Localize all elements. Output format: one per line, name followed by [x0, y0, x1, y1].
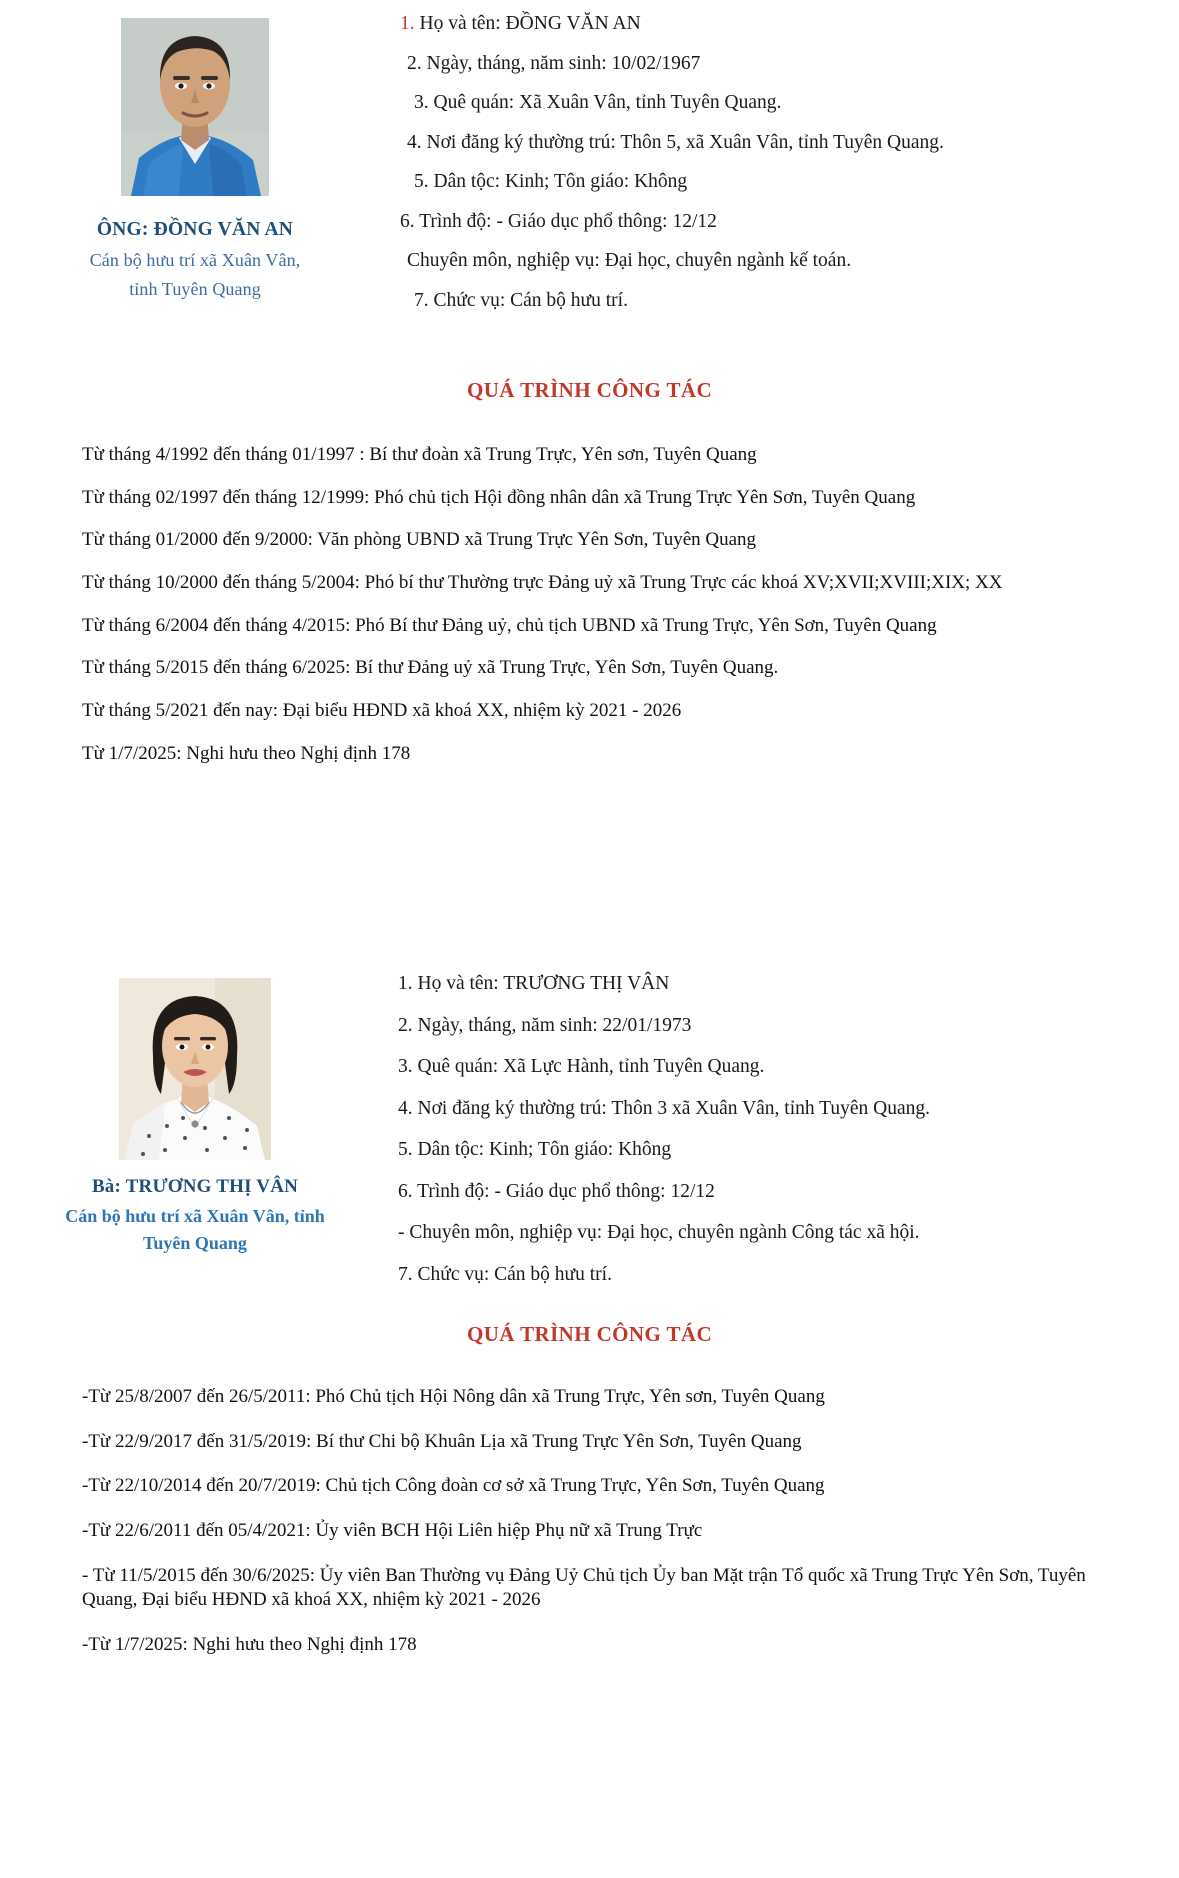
- career-line: -Từ 1/7/2025: Nghi hưu theo Nghị định 178: [82, 1634, 417, 1656]
- career-history-list-1: [0, 443, 1179, 767]
- caption-subtitle-line1: Cán bộ hưu trí xã Xuân Vân,: [89, 249, 301, 270]
- profile-header-row: [0, 960, 1179, 1306]
- info-text: Chuyên môn, nghiệp vụ: Đại học, chuyên ngành kế toán.: [407, 250, 852, 271]
- info-text: Dân tộc: Kinh; Tôn giáo: Không: [428, 171, 688, 192]
- caption-name: Bà: TRƯƠNG THỊ VÂN: [91, 1176, 299, 1197]
- info-text: Trình độ: - Giáo dục phổ thông: 12/12: [412, 1180, 715, 1202]
- photo-caption-1: [30, 214, 360, 304]
- info-number: 1.: [400, 13, 415, 34]
- career-line: Từ tháng 02/1997 đến tháng 12/1999: Phó chủ tịch Hội đồng nhân dân xã Trung Trực Yên Sơn, Tuyên Quang: [82, 486, 916, 508]
- caption-subtitle-line1: Cán bộ hưu trí xã Xuân Vân, tỉnh: [65, 1205, 325, 1226]
- info-number: 2.: [407, 52, 422, 74]
- info-line: [390, 1140, 1179, 1160]
- info-text: Chức vụ: Cán bộ hưu trí.: [428, 289, 628, 311]
- info-text: Họ và tên: TRƯƠNG THỊ VÂN: [412, 973, 670, 994]
- info-line: [390, 1057, 1179, 1077]
- portrait-illustration-woman: [119, 978, 271, 1160]
- info-text: - Chuyên môn, nghiệp vụ: Đại học, chuyên ngành Công tác xã hội.: [398, 1222, 920, 1243]
- career-line: Từ tháng 5/2021 đến nay: Đại biểu HĐND xã khoá XX, nhiệm kỳ 2021 - 2026: [82, 700, 682, 722]
- career-line: - Từ 11/5/2015 đến 30/6/2025: Ủy viên Ban Thường vụ Đảng Uỷ Chủ tịch Ủy ban Mặt trận Tổ quốc xã Trung Trực Yên Sơn, Tuyên Quang, Đại biểu HĐND xã khoá XX, nhiệm kỳ 2021 - 2026: [82, 1564, 1086, 1611]
- info-number: 1.: [398, 973, 413, 994]
- career-line: Từ tháng 6/2004 đến tháng 4/2015: Phó Bí thư Đảng uỷ, chủ tịch UBND xã Trung Trực, Yên Sơn, Tuyên Quang: [82, 614, 937, 636]
- section-title-cong-tac-1: QUÁ TRÌNH CÔNG TÁC: [466, 378, 713, 402]
- career-line: -Từ 25/8/2007 đến 26/5/2011: Phó Chủ tịch Hội Nông dân xã Trung Trực, Yên sơn, Tuyên Quang: [82, 1386, 825, 1407]
- profile-block-1: [0, 0, 1179, 785]
- info-line: [390, 291, 1179, 311]
- info-line: [390, 1182, 1179, 1202]
- info-line: [390, 93, 1179, 113]
- info-text: Ngày, tháng, năm sinh: 10/02/1967: [421, 52, 701, 74]
- info-number: 7.: [414, 289, 429, 311]
- info-line: [390, 133, 1179, 153]
- info-line: [390, 54, 1179, 74]
- career-line: -Từ 22/10/2014 đến 20/7/2019: Chủ tịch Công đoàn cơ sở xã Trung Trực, Yên Sơn, Tuyên Quang: [82, 1475, 825, 1497]
- personal-info-list-2: [390, 960, 1179, 1306]
- info-number: 3.: [398, 1056, 413, 1077]
- portrait-photo-woman: [119, 978, 271, 1160]
- personal-info-list-1: [390, 0, 1179, 330]
- info-line: [390, 251, 1179, 271]
- photo-caption-2: [25, 1172, 365, 1257]
- info-line: [390, 212, 1179, 232]
- info-number: 5.: [398, 1139, 413, 1160]
- info-number: 3.: [414, 92, 429, 113]
- career-history-list-2: [0, 1385, 1179, 1658]
- career-line: Từ 1/7/2025: Nghi hưu theo Nghị định 178: [82, 742, 411, 764]
- career-line: Từ tháng 10/2000 đến tháng 5/2004: Phó bí thư Thường trực Đảng uỷ xã Trung Trực các khoá XV;XVII;XVIII;XIX; XX: [82, 572, 1003, 594]
- photo-column: [0, 0, 390, 304]
- photo-column: [0, 960, 390, 1257]
- info-text: Quê quán: Xã Lực Hành, tỉnh Tuyên Quang.: [412, 1056, 765, 1077]
- info-number: 6.: [398, 1180, 413, 1202]
- info-line: [390, 1223, 1179, 1243]
- profile-header-row: [0, 0, 1179, 330]
- info-line: [390, 1016, 1179, 1036]
- info-text: Ngày, tháng, năm sinh: 22/01/1973: [412, 1014, 692, 1036]
- portrait-photo-man: [121, 18, 269, 196]
- info-number: 6.: [400, 210, 415, 232]
- info-text: Họ và tên: ĐỒNG VĂN AN: [414, 13, 641, 34]
- info-number: 5.: [414, 171, 429, 192]
- career-line: -Từ 22/6/2011 đến 05/4/2021: Ủy viên BCH Hội Liên hiệp Phụ nữ xã Trung Trực: [82, 1520, 703, 1542]
- career-line: Từ tháng 01/2000 đến 9/2000: Văn phòng UBND xã Trung Trực Yên Sơn, Tuyên Quang: [82, 529, 757, 551]
- section-title-cong-tac-2: QUÁ TRÌNH CÔNG TÁC: [466, 1322, 713, 1346]
- info-line: [390, 1099, 1179, 1119]
- info-text: Quê quán: Xã Xuân Vân, tỉnh Tuyên Quang.: [428, 92, 782, 113]
- portrait-illustration-man: [121, 18, 269, 196]
- info-number: 4.: [407, 131, 422, 153]
- caption-subtitle-line2: Tuyên Quang: [143, 1232, 247, 1253]
- info-text: Nơi đăng ký thường trú: Thôn 5, xã Xuân Vân, tỉnh Tuyên Quang.: [421, 131, 944, 153]
- info-text: Trình độ: - Giáo dục phổ thông: 12/12: [414, 210, 717, 232]
- info-line: [390, 14, 1179, 34]
- caption-name: ÔNG: ĐỒNG VĂN AN: [96, 219, 294, 240]
- info-text: Dân tộc: Kinh; Tôn giáo: Không: [412, 1139, 672, 1160]
- info-line: [390, 1265, 1179, 1285]
- profile-block-2: [0, 960, 1179, 1678]
- info-line: [390, 172, 1179, 192]
- info-text: Chức vụ: Cán bộ hưu trí.: [412, 1263, 612, 1285]
- info-text: Nơi đăng ký thường trú: Thôn 3 xã Xuân Vân, tỉnh Tuyên Quang.: [412, 1097, 931, 1119]
- info-number: 7.: [398, 1263, 413, 1285]
- info-line: [390, 974, 1179, 994]
- career-line: -Từ 22/9/2017 đến 31/5/2019: Bí thư Chi bộ Khuân Lịa xã Trung Trực Yên Sơn, Tuyên Quang: [82, 1430, 802, 1452]
- caption-subtitle-line2: tỉnh Tuyên Quang: [129, 278, 261, 299]
- info-number: 2.: [398, 1014, 413, 1036]
- career-line: Từ tháng 5/2015 đến tháng 6/2025: Bí thư Đảng uỷ xã Trung Trực, Yên Sơn, Tuyên Quang.: [82, 657, 779, 679]
- career-line: Từ tháng 4/1992 đến tháng 01/1997 : Bí thư đoàn xã Trung Trực, Yên sơn, Tuyên Quang: [82, 444, 757, 465]
- info-number: 4.: [398, 1097, 413, 1119]
